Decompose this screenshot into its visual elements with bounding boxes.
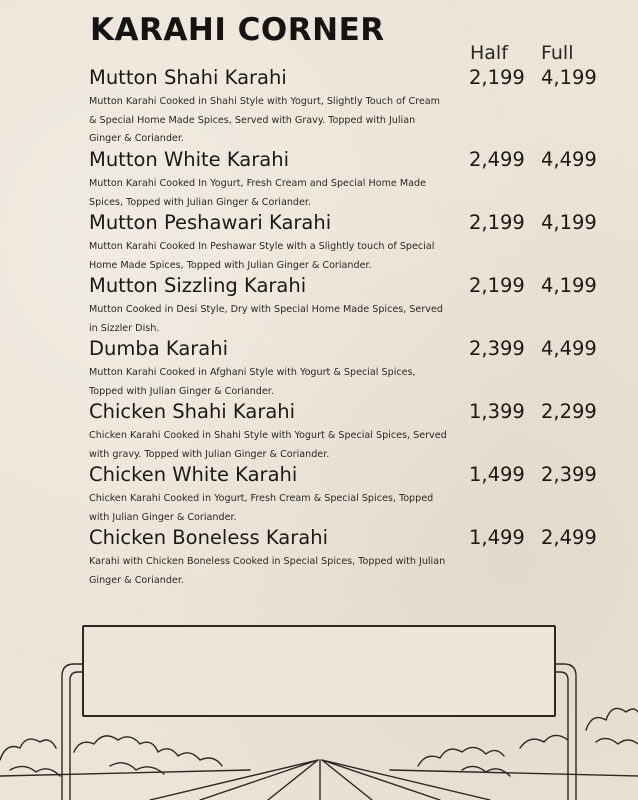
right-sign-post [556, 664, 576, 800]
half-price: 1,499 [469, 526, 525, 549]
blank-sign-board [82, 625, 556, 717]
full-price: 4,199 [541, 66, 597, 89]
item-name: Mutton Sizzling Karahi [89, 274, 307, 297]
item-name: Chicken Shahi Karahi [89, 400, 296, 423]
item-description: Mutton Karahi Cooked in Shahi Style with Yogurt, Slightly Touch of Cream & Special Home Made Spices, Served with Gravy. Topped with Julian Ginger & Coriander. [89, 96, 440, 145]
item-description: Mutton Cooked in Desi Style, Dry with Special Home Made Spices, Served in Sizzler Dish. [89, 304, 443, 334]
full-price: 2,399 [541, 463, 597, 486]
full-column-header: Full [541, 42, 574, 64]
full-price: 2,499 [541, 526, 597, 549]
item-description: Chicken Karahi Cooked in Shahi Style with Yogurt & Special Spices, Served with gravy. Topped with Julian Ginger & Coriander. [89, 430, 447, 460]
half-price: 2,499 [469, 148, 525, 171]
item-description: Mutton Karahi Cooked In Yogurt, Fresh Cream and Special Home Made Spices, Topped with Julian Ginger & Coriander. [89, 178, 427, 208]
left-sign-post [62, 664, 84, 800]
full-price: 4,199 [541, 211, 597, 234]
horizon-line [0, 770, 638, 776]
item-description: Mutton Karahi Cooked in Afghani Style with Yogurt & Special Spices, Topped with Julian Ginger & Coriander. [89, 367, 416, 397]
right-bushes [418, 708, 638, 766]
item-name: Mutton White Karahi [89, 148, 289, 171]
item-name: Mutton Shahi Karahi [89, 66, 287, 89]
left-bushes [0, 736, 222, 766]
half-price: 2,199 [469, 66, 525, 89]
item-description: Karahi with Chicken Boneless Cooked in Special Spices, Topped with Julian Ginger & Coriander. [89, 556, 446, 586]
item-description: Mutton Karahi Cooked In Peshawar Style with a Slightly touch of Special Home Made Spices, Topped with Julian Ginger & Coriander. [89, 241, 435, 271]
full-price: 4,499 [541, 337, 597, 360]
half-price: 2,399 [469, 337, 525, 360]
half-price: 1,399 [469, 400, 525, 423]
item-name: Chicken Boneless Karahi [89, 526, 328, 549]
item-description: Chicken Karahi Cooked in Yogurt, Fresh Cream & Special Spices, Topped with Julian Ginger & Coriander. [89, 493, 434, 523]
full-price: 4,199 [541, 274, 597, 297]
half-price: 1,499 [469, 463, 525, 486]
item-name: Chicken White Karahi [89, 463, 298, 486]
menu-title: KARAHI CORNER [90, 12, 385, 48]
half-column-header: Half [470, 42, 508, 64]
full-price: 2,299 [541, 400, 597, 423]
full-price: 4,499 [541, 148, 597, 171]
item-name: Dumba Karahi [89, 337, 229, 360]
item-name: Mutton Peshawari Karahi [89, 211, 332, 234]
half-price: 2,199 [469, 211, 525, 234]
half-price: 2,199 [469, 274, 525, 297]
